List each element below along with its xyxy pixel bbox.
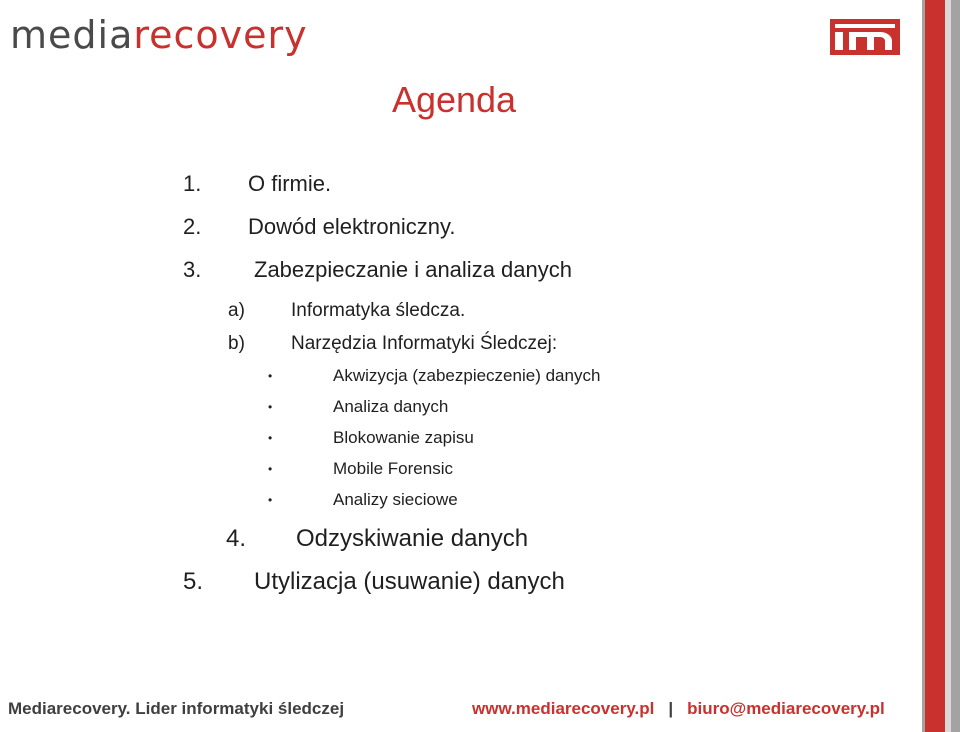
bullet-dot-icon: • [268,369,273,383]
agenda-subitem-letter: b) [228,333,245,354]
agenda-item-number: 2. [183,214,202,239]
bullet-dot-icon: • [268,493,273,507]
agenda-subitem-letter: a) [228,300,245,321]
mr-monogram-icon [830,19,900,55]
agenda-item-number: 3. [183,257,202,282]
slide-title: Agenda [391,79,517,120]
agenda-item-number: 1. [183,171,202,196]
website-link[interactable]: www.mediarecovery.pl [472,699,655,718]
footer-tagline: Mediarecovery. Lider informatyki śledczej [8,699,345,718]
logo-word-recovery: recovery [133,13,308,57]
agenda-item-text: Dowód elektroniczny. [248,214,456,239]
decorative-side-bar [922,0,960,732]
email-link[interactable]: biuro@mediarecovery.pl [687,699,885,718]
agenda-item-text: Zabezpieczanie i analiza danych [254,257,572,282]
bullet-dot-icon: • [268,400,273,414]
bullet-item: Mobile Forensic [333,459,453,478]
agenda-item-number: 5. [183,568,204,595]
agenda-item-text: Utylizacja (usuwanie) danych [254,568,565,595]
footer-separator: | [668,699,674,718]
agenda-item-text: O firmie. [248,171,332,196]
agenda-subitem-text: Narzędzia Informatyki Śledczej: [291,333,558,354]
footer-contact [472,699,885,719]
agenda-item-text: Odzyskiwanie danych [296,525,529,552]
bullet-dot-icon: • [268,462,273,476]
agenda-subitem-text: Informatyka śledcza. [291,300,466,321]
logo-word-media: media [10,13,134,57]
agenda-item-number: 4. [226,525,247,552]
brand-logo [10,12,308,58]
bullet-item: Blokowanie zapisu [333,428,474,447]
bullet-item: Analiza danych [333,397,449,416]
bullet-item: Analizy sieciowe [333,490,458,509]
bullet-item: Akwizycja (zabezpieczenie) danych [333,366,601,385]
bullet-dot-icon: • [268,431,273,445]
